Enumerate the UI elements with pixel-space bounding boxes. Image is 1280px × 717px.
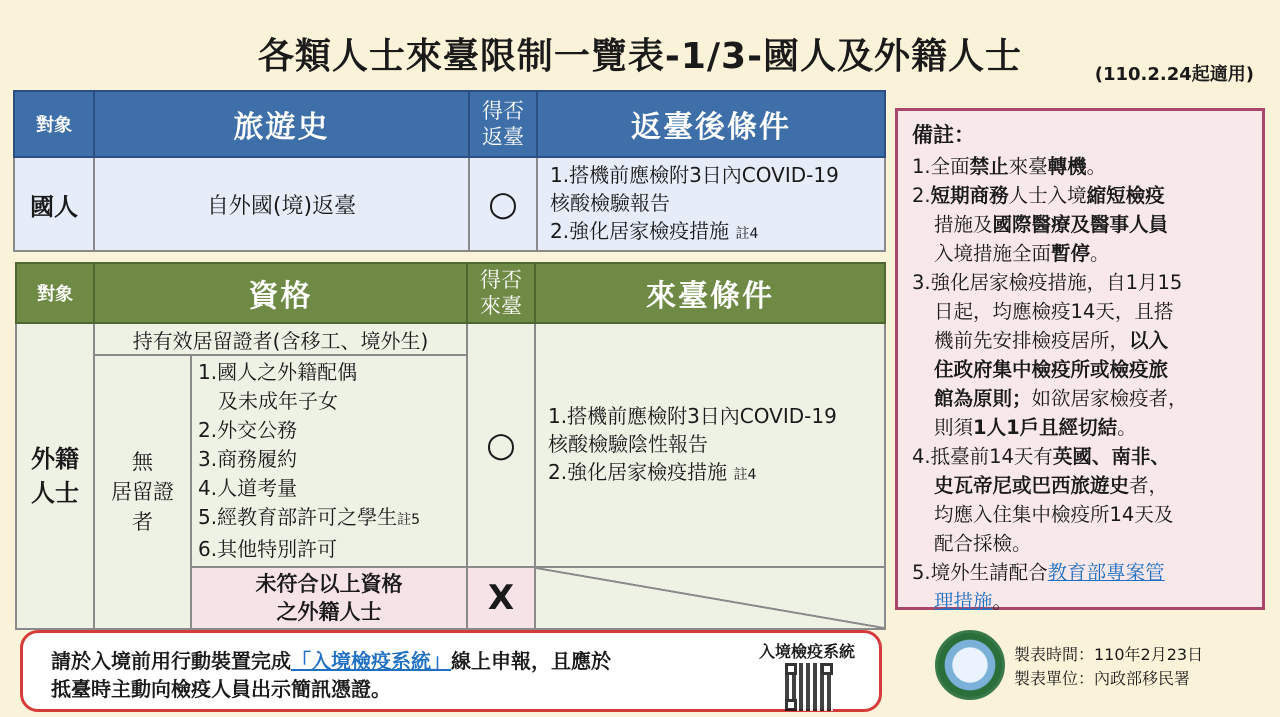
created-time: 製表時間：110年2月23日 [1014, 645, 1204, 664]
qr-code-icon[interactable] [785, 663, 833, 711]
travel-history-value: 自外國(境)返臺 [94, 157, 469, 251]
notes-box [895, 108, 1265, 613]
list-item: 4.人道考量 [198, 476, 298, 500]
header-entry-conditions: 來臺條件 [535, 263, 885, 323]
qualification-list [191, 355, 467, 567]
quarantine-system-notice [20, 630, 882, 712]
list-item: 6.其他特別許可 [198, 537, 338, 561]
header-target: 對象 [14, 91, 94, 157]
moe-measures-link-cont[interactable]: 理措施 [934, 590, 993, 613]
note-3: 3.強化居家檢疫措施，自1月15 日起，均應檢疫14天，且搭 機前先安排檢疫居所，以入 住政府集中檢疫所或檢疫旅 館為原則；如欲居家檢疫者， 則須1人1戶且經切結。 [912, 271, 1188, 439]
header-travel-history: 旅遊史 [94, 91, 469, 157]
table-row [14, 157, 885, 251]
footer-info [1014, 643, 1203, 691]
list-item: 及未成年子女 [218, 389, 338, 413]
no-resident-permit: 無 居留證 者 [94, 355, 191, 629]
created-unit: 製表單位：內政部移民署 [1014, 669, 1191, 688]
target-nationals: 國人 [14, 157, 94, 251]
header-can-return: 得否 返臺 [469, 91, 537, 157]
quarantine-system-link[interactable]: 「入境檢疫系統」 [291, 649, 451, 673]
note-4: 4.抵臺前14天有英國、南非、 史瓦帝尼或巴西旅遊史者， 均應入住集中檢疫所14天及 配合採檢。 [912, 445, 1174, 555]
not-allowed-mark: X [467, 567, 535, 629]
qr-label: 入境檢疫系統 [759, 642, 856, 661]
return-conditions: 1.搭機前應檢附3日內COVID-19 核酸檢驗報告 2.強化居家檢疫措施 註4 [537, 157, 885, 251]
resident-permit-holders: 持有效居留證者(含移工、境外生) [94, 323, 467, 355]
effective-date: (110.2.24起適用) [1094, 64, 1254, 85]
nationals-header-row [14, 91, 885, 157]
empty-diagonal-cell [535, 567, 885, 629]
allowed-mark: ○ [469, 157, 537, 251]
note-5: 5.境外生請配合教育部專案管 理措施。 [912, 561, 1165, 613]
note-1: 1.全面禁止來臺轉機。 [912, 155, 1107, 178]
header-target: 對象 [16, 263, 94, 323]
header-return-conditions: 返臺後條件 [537, 91, 885, 157]
moe-measures-link[interactable]: 教育部專案管 [1047, 561, 1165, 584]
other-foreigners: 未符合以上資格 之外籍人士 [191, 567, 467, 629]
table-row [16, 323, 885, 355]
list-item: 1.國人之外籍配偶 [198, 360, 358, 384]
list-item: 3.商務履約 [198, 447, 298, 471]
notice-text: 請於入境前用行動裝置完成「入境檢疫系統」線上申報，且應於 抵臺時主動向檢疫人員出示簡訊憑證。 [51, 649, 611, 701]
page-title: 各類人士來臺限制一覽表-1/3-國人及外籍人士 [257, 36, 1023, 77]
nationals-table [13, 90, 886, 252]
immigration-agency-logo-icon [935, 630, 1005, 700]
target-foreigners: 外籍 人士 [16, 323, 94, 629]
foreigners-header-row [16, 263, 885, 323]
list-item: 5.經教育部許可之學生註5 [198, 505, 421, 529]
header-can-enter: 得否 來臺 [467, 263, 535, 323]
notes-heading: 備註： [912, 123, 975, 147]
entry-conditions: 1.搭機前應檢附3日內COVID-19 核酸檢驗陰性報告 2.強化居家檢疫措施 註4 [535, 323, 885, 567]
list-item: 2.外交公務 [198, 418, 298, 442]
note-2: 2.短期商務人士入境縮短檢疫 措施及國際醫療及醫事人員 入境措施全面暫停。 [912, 184, 1169, 265]
allowed-mark: ○ [467, 323, 535, 567]
foreigners-table [15, 262, 886, 630]
header-qualification: 資格 [94, 263, 467, 323]
